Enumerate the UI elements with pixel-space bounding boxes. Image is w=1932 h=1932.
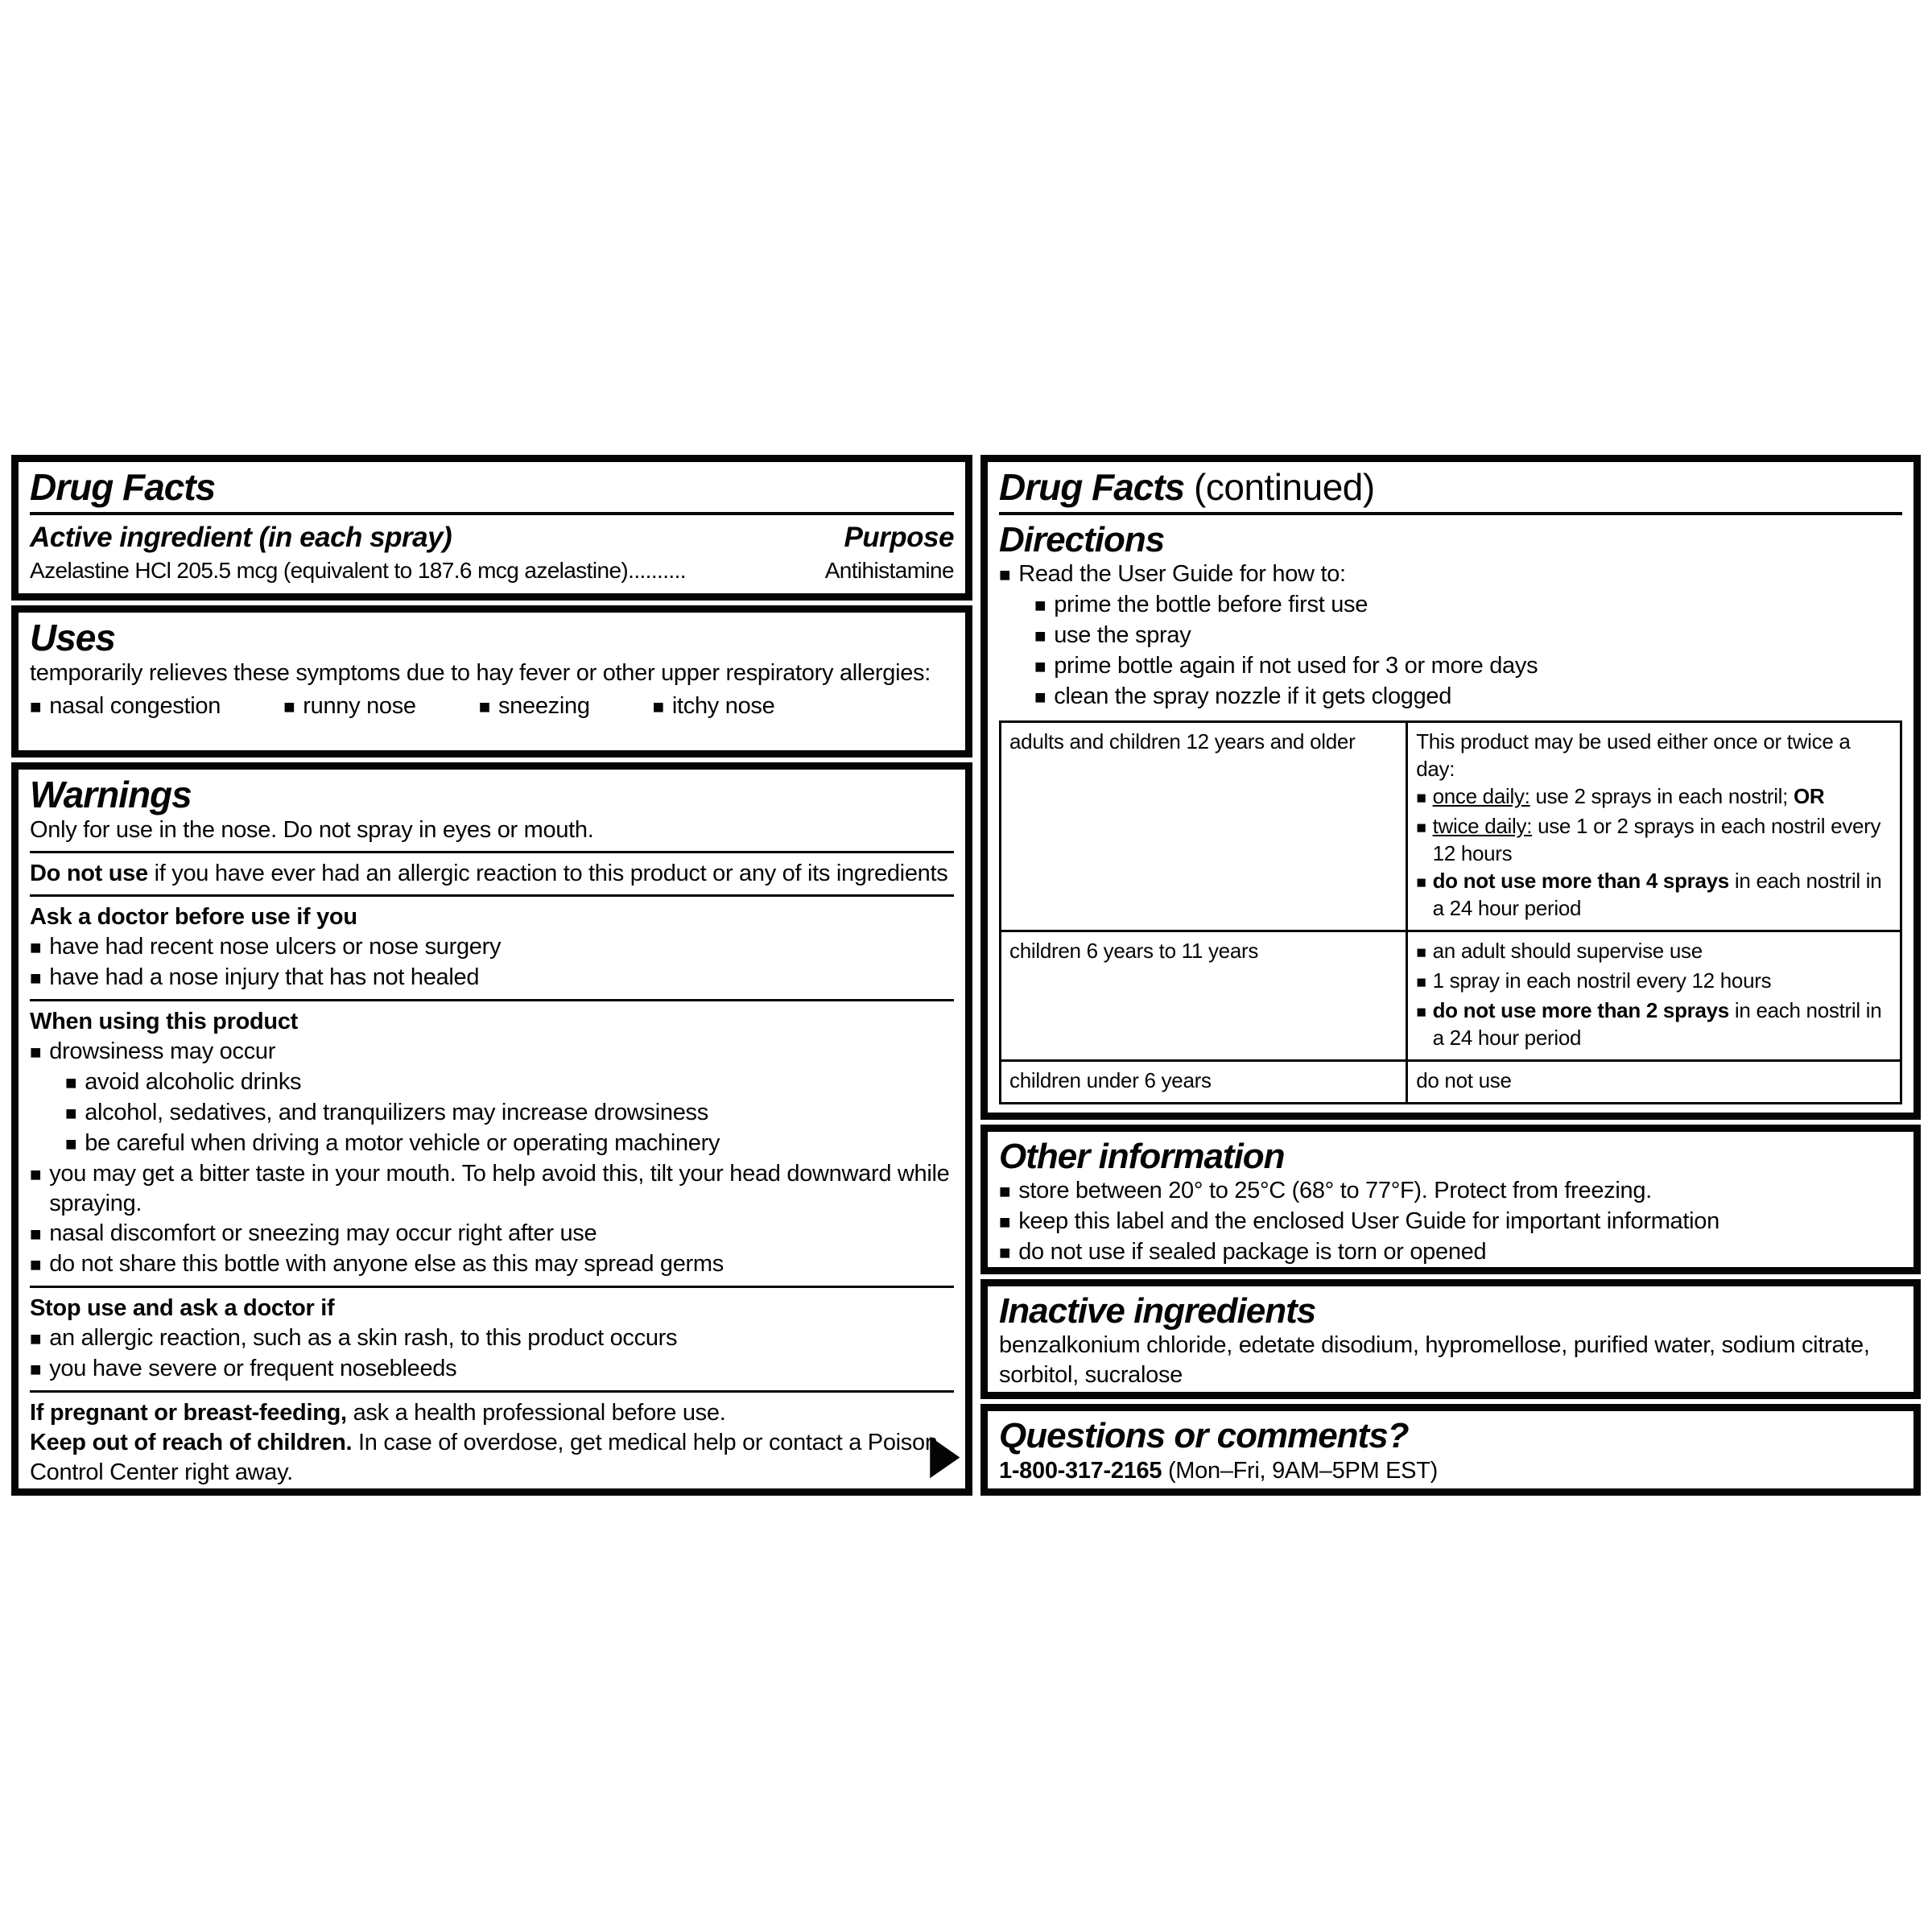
bullet-square-icon xyxy=(30,1159,49,1219)
bullet-square-icon xyxy=(1416,967,1432,997)
bullet-square-icon xyxy=(999,559,1018,590)
bullet-item xyxy=(999,1176,1902,1207)
bullet-text: nasal discomfort or sneezing may occur right after use xyxy=(49,1220,597,1247)
purpose-heading: Purpose xyxy=(844,521,954,553)
bullet-square-icon xyxy=(999,1207,1018,1237)
dosage-table xyxy=(999,720,1902,1104)
purpose-value: Antihistamine xyxy=(824,558,954,584)
bullet-item xyxy=(479,691,590,722)
directions-heading: Directions xyxy=(999,519,1165,559)
drug-facts-title-text: Drug Facts xyxy=(999,466,1185,508)
uses-heading: Uses xyxy=(30,616,115,658)
active-ingredient-line xyxy=(30,555,954,587)
drug-facts-continued-title xyxy=(999,467,1902,509)
bullet-text: prime the bottle before first use xyxy=(1054,591,1368,617)
bullet-text: sneezing xyxy=(497,693,590,720)
continuation-arrow-icon: ▶ xyxy=(930,1422,960,1484)
inactive-ingredients-heading: Inactive ingredients xyxy=(999,1291,1316,1331)
bullet-item xyxy=(30,1159,954,1219)
bullet-square-icon xyxy=(653,691,672,722)
bullet-square-icon xyxy=(1416,867,1432,922)
divider xyxy=(30,512,954,515)
divider xyxy=(30,999,954,1001)
bullet-text: itchy nose xyxy=(671,693,775,720)
keep-out-text: In case of overdose, get medical help or contact a Poison Control Center right away. xyxy=(30,1430,938,1486)
bullet-text: have had recent nose ulcers or nose surgery xyxy=(49,934,502,960)
bullet-item xyxy=(30,932,954,963)
pregnant-line xyxy=(30,1398,954,1428)
bullet-text: be careful when driving a motor vehicle or operating machinery xyxy=(85,1130,720,1157)
keep-out-line xyxy=(30,1428,954,1488)
bullet-item xyxy=(1034,651,1902,682)
bullet-text: prime bottle again if not used for 3 or more days xyxy=(1054,652,1538,679)
warnings-heading: Warnings xyxy=(30,773,192,815)
stop-use-section xyxy=(30,1294,954,1385)
bullet-item xyxy=(1416,867,1892,922)
age-group-text: adults and children 12 years and older xyxy=(1009,729,1356,753)
bullet-square-icon xyxy=(30,1354,49,1385)
bullet-text: store between 20° to 25°C (68° to 77°F). Protect from freezing. xyxy=(1018,1178,1652,1204)
divider xyxy=(30,894,954,897)
uses-box xyxy=(11,605,972,758)
when-using-heading: When using this product xyxy=(30,1009,299,1035)
bullet-item xyxy=(1416,967,1892,997)
divider xyxy=(30,1390,954,1393)
bullet-square-icon xyxy=(1416,997,1432,1051)
bullet-item xyxy=(1416,812,1892,867)
bullet-text: once daily: use 2 sprays in each nostril; OR xyxy=(1432,783,1825,808)
ask-doctor-section xyxy=(30,902,954,993)
bullet-item xyxy=(30,1354,954,1385)
drug-facts-title: Drug Facts xyxy=(30,466,216,508)
bullet-square-icon xyxy=(65,1067,85,1098)
bullet-text: clean the spray nozzle if it gets clogged xyxy=(1054,683,1452,709)
bullet-item xyxy=(1034,682,1902,712)
bullet-text: do not share this bottle with anyone else as this may spread germs xyxy=(49,1251,724,1278)
bullet-text: you may get a bitter taste in your mouth. To help avoid this, tilt your head downward while spraying. xyxy=(49,1161,950,1217)
bullet-square-icon xyxy=(999,1176,1018,1207)
bullet-item xyxy=(1416,937,1892,967)
bullet-text: nasal congestion xyxy=(49,693,221,720)
bullet-text: runny nose xyxy=(303,693,416,720)
bullet-square-icon xyxy=(30,691,49,722)
bullet-square-icon xyxy=(65,1098,85,1129)
bullet-text: Read the User Guide for how to: xyxy=(1018,560,1346,587)
other-information-box xyxy=(980,1125,1921,1274)
divider xyxy=(999,512,1902,515)
do-not-use-lead: Do not use xyxy=(30,861,148,887)
ask-doctor-heading: Ask a doctor before use if you xyxy=(30,904,357,931)
bullet-text: drowsiness may occur xyxy=(49,1038,276,1065)
bullet-square-icon xyxy=(283,691,303,722)
age-group-text: children under 6 years xyxy=(1009,1067,1212,1092)
bullet-item xyxy=(1034,590,1902,621)
bullet-square-icon xyxy=(1034,682,1054,712)
bullet-text: twice daily: use 1 or 2 sprays in each nostril every 12 hours xyxy=(1432,813,1881,865)
warnings-box xyxy=(11,762,972,1496)
bullet-text: an allergic reaction, such as a skin rash, to this product occurs xyxy=(49,1325,678,1352)
phone-number: 1-800-317-2165 xyxy=(999,1457,1162,1484)
keep-out-lead: Keep out of reach of children. xyxy=(30,1430,353,1456)
bullet-square-icon xyxy=(30,1219,49,1249)
bullet-text: have had a nose injury that has not healed xyxy=(49,964,480,991)
bullet-square-icon xyxy=(30,932,49,963)
bullet-square-icon xyxy=(999,1237,1018,1268)
bullet-text: an adult should supervise use xyxy=(1432,938,1703,963)
bullet-square-icon xyxy=(1034,621,1054,651)
drug-facts-label xyxy=(11,455,1921,1496)
bullet-item xyxy=(653,691,775,722)
active-ingredient-box xyxy=(11,455,972,601)
bullet-square-icon xyxy=(1034,651,1054,682)
bullet-item xyxy=(999,559,1902,590)
active-ingredient-heading: Active ingredient (in each spray) xyxy=(30,521,452,553)
bullet-text: keep this label and the enclosed User Guide for important information xyxy=(1018,1208,1719,1235)
pregnant-text: ask a health professional before use. xyxy=(346,1400,726,1426)
inactive-ingredients-box xyxy=(980,1279,1921,1398)
bullet-item xyxy=(30,1323,954,1354)
bullet-item xyxy=(1416,782,1892,812)
other-information-heading: Other information xyxy=(999,1137,1285,1176)
bullet-square-icon xyxy=(1416,812,1432,867)
bullet-square-icon xyxy=(30,963,49,993)
dosage-row-adults-instructions xyxy=(1406,723,1900,930)
bullet-item xyxy=(1416,997,1892,1051)
bullet-item xyxy=(65,1098,954,1129)
questions-heading: Questions or comments? xyxy=(999,1415,1409,1455)
bullet-item xyxy=(30,1037,954,1067)
dosage-row-adults-who xyxy=(1001,723,1406,930)
bullet-square-icon xyxy=(479,691,498,722)
bullet-square-icon xyxy=(1416,782,1432,812)
dosage-intro: This product may be used either once or twice a day: xyxy=(1416,729,1851,781)
bullet-item xyxy=(30,691,221,722)
dosage-row-under6-instructions xyxy=(1406,1059,1900,1102)
stop-use-heading: Stop use and ask a doctor if xyxy=(30,1295,335,1322)
bullet-text: do not use if sealed package is torn or opened xyxy=(1018,1239,1487,1265)
bullet-text: use the spray xyxy=(1054,621,1191,648)
dosage-row-children-who xyxy=(1001,930,1406,1059)
dosage-row-under6-who xyxy=(1001,1059,1406,1102)
dosage-row-children-instructions xyxy=(1406,930,1900,1059)
right-panel xyxy=(980,455,1921,1496)
bullet-square-icon xyxy=(1034,590,1054,621)
continued-text: (continued) xyxy=(1194,466,1375,508)
bullet-item xyxy=(30,1249,954,1280)
bullet-item xyxy=(999,1207,1902,1237)
bullet-item xyxy=(65,1067,954,1098)
bullet-square-icon xyxy=(30,1037,49,1067)
substance-text: Azelastine HCl 205.5 mcg (equivalent to 187.6 mcg azelastine).......... xyxy=(30,558,686,584)
warnings-intro: Only for use in the nose. Do not spray in eyes or mouth. xyxy=(30,817,594,844)
bullet-text: alcohol, sedatives, and tranquilizers may increase drowsiness xyxy=(85,1100,708,1126)
bullet-item xyxy=(999,1237,1902,1268)
bullet-text: avoid alcoholic drinks xyxy=(85,1069,302,1096)
bullet-square-icon xyxy=(65,1129,85,1159)
phone-hours: (Mon–Fri, 9AM–5PM EST) xyxy=(1162,1457,1438,1484)
active-ingredient-heading-row xyxy=(30,520,954,555)
divider xyxy=(30,851,954,853)
left-panel xyxy=(11,455,972,1496)
uses-intro: temporarily relieves these symptoms due to hay fever or other upper respiratory allergies: xyxy=(30,660,931,687)
bullet-text: 1 spray in each nostril every 12 hours xyxy=(1432,968,1772,993)
inactive-ingredients-text: benzalkonium chloride, edetate disodium, hypromellose, purified water, sodium citrate, sorbitol, sucralose xyxy=(999,1332,1870,1389)
uses-bullets xyxy=(30,691,954,722)
questions-box xyxy=(980,1404,1921,1496)
when-using-section xyxy=(30,1007,954,1280)
do-not-use-section xyxy=(30,859,954,889)
bullet-square-icon xyxy=(30,1249,49,1280)
directions-box xyxy=(980,455,1921,1120)
bullet-item xyxy=(283,691,416,722)
bullet-item xyxy=(30,963,954,993)
age-group-text: children 6 years to 11 years xyxy=(1009,938,1259,963)
bullet-item xyxy=(1034,621,1902,651)
do-not-use-text: if you have ever had an allergic reaction to this product or any of its ingredients xyxy=(147,861,948,887)
bullet-square-icon xyxy=(1416,937,1432,967)
bullet-square-icon xyxy=(30,1323,49,1354)
divider xyxy=(30,1286,954,1288)
bullet-item xyxy=(30,1219,954,1249)
bullet-text: you have severe or frequent nosebleeds xyxy=(49,1356,457,1382)
bullet-text: do not use more than 4 sprays in each nostril in a 24 hour period xyxy=(1432,868,1882,920)
bullet-text: do not use more than 2 sprays in each nostril in a 24 hour period xyxy=(1432,997,1882,1050)
bullet-item xyxy=(65,1129,954,1159)
pregnant-lead: If pregnant or breast-feeding, xyxy=(30,1400,347,1426)
instruction-text: do not use xyxy=(1416,1067,1512,1092)
phone-line xyxy=(999,1455,1902,1486)
